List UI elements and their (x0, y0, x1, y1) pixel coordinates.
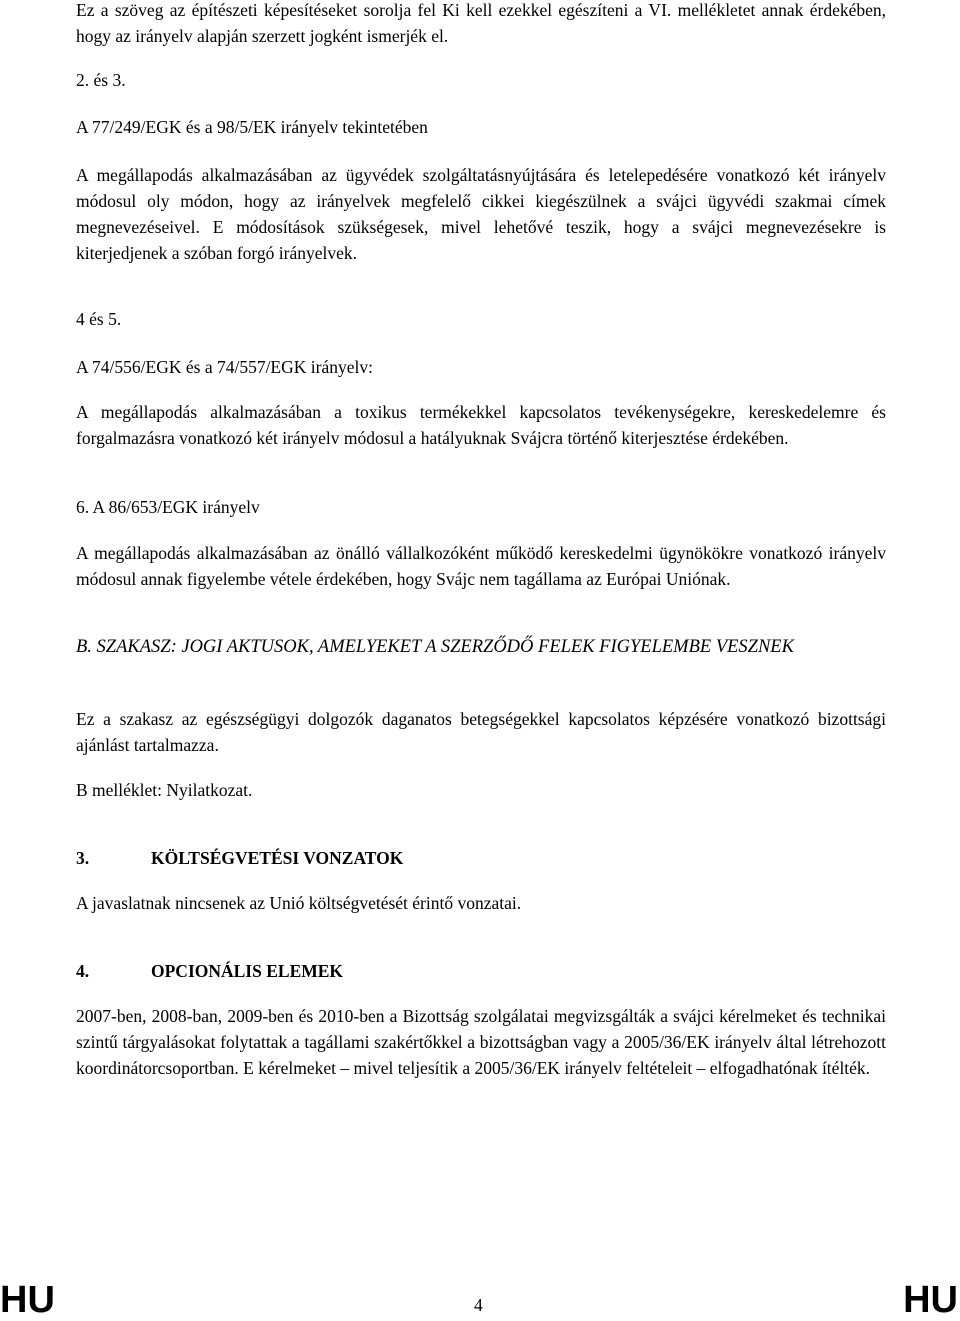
paragraph-commercial-agents: A megállapodás alkalmazásában az önálló vállalkozóként működő kereskedelmi ügynökökre vonatkozó irányelv módosul annak figyelembe vétele érdekében, hogy Svájc nem tagállama az Európai Uniónak. (76, 543, 886, 589)
subheading-toxic-directives: A 74/556/EGK és a 74/557/EGK irányelv: (76, 357, 373, 377)
subheading-commercial-agents-directive: 6. A 86/653/EGK irányelv (76, 497, 260, 517)
section-b-heading: B. SZAKASZ: JOGI AKTUSOK, AMELYEKET A SZERZŐDŐ FELEK FIGYELEMBE VESZNEK (76, 637, 794, 657)
language-code-left: HU (0, 1279, 55, 1321)
heading-title: OPCIONÁLIS ELEMEK (151, 961, 344, 981)
paragraph-budget: A javaslatnak nincsenek az Unió költségvetését érintő vonzatai. (76, 893, 522, 913)
paragraph-lawyer-directives: A megállapodás alkalmazásában az ügyvédek szolgáltatásnyújtására és letelepedésére vonatkozó két irányelv módosul oly módon, hogy az irányelvek megfelelő cikkei kiegészülnek a svájci ügyvédi szakmai címek megnevezéseivel. E módosítások szükségesek, mivel lehetővé teszik, hogy a svájci megnevezésekre is kiterjedjenek a szóban forgó irányelvek. (76, 165, 886, 263)
page-number: 4 (474, 1295, 483, 1315)
language-code-right: HU (903, 1279, 958, 1321)
annex-b-declaration: B melléklet: Nyilatkozat. (76, 780, 253, 800)
heading-number: 4. (76, 961, 90, 981)
paragraph-toxic-products: A megállapodás alkalmazásában a toxikus termékekkel kapcsolatos tevékenységekre, kereskedelemre és forgalmazásra vonatkozó két irányelv módosul a hatályuknak Svájcra történő kiterjesztése érdekében. (76, 402, 886, 448)
paragraph-health-workers: Ez a szakasz az egészségügyi dolgozók daganatos betegségekkel kapcsolatos képzésére vonatkozó bizottsági ajánlást tartalmazza. (76, 709, 886, 755)
paragraph-optional-elements: 2007-ben, 2008-ban, 2009-ben és 2010-ben a Bizottság szolgálatai megvizsgálták a svájci kérelmeket és technikai szintű tárgyalásokat folytattak a tagállami szakértőkkel a bizottságban vagy a 2005/36/EK irányelv által létrehozott koordinátorcsoportban. E kérelmeket – mivel teljesítik a 2005/36/EK irányelv feltételeit – elfogadhatónak ítélték. (76, 1006, 886, 1078)
paragraph-architect-qualifications: Ez a szöveg az építészeti képesítéseket sorolja fel Ki kell ezekkel egészíteni a VI. mellékletet annak érdekében, hogy az irányelv alapján szerzett jogként ismerjék el. (76, 0, 886, 46)
subheading-lawyer-directives: A 77/249/EGK és a 98/5/EK irányelv tekintetében (76, 117, 428, 137)
heading-budget-implications (76, 845, 403, 871)
heading-number: 3. (76, 848, 90, 868)
page-footer (0, 1276, 960, 1320)
section-number-2-3: 2. és 3. (76, 70, 126, 90)
section-number-4-5: 4 és 5. (76, 309, 122, 329)
heading-title: KÖLTSÉGVETÉSI VONZATOK (151, 848, 404, 868)
heading-optional-elements (76, 958, 343, 984)
